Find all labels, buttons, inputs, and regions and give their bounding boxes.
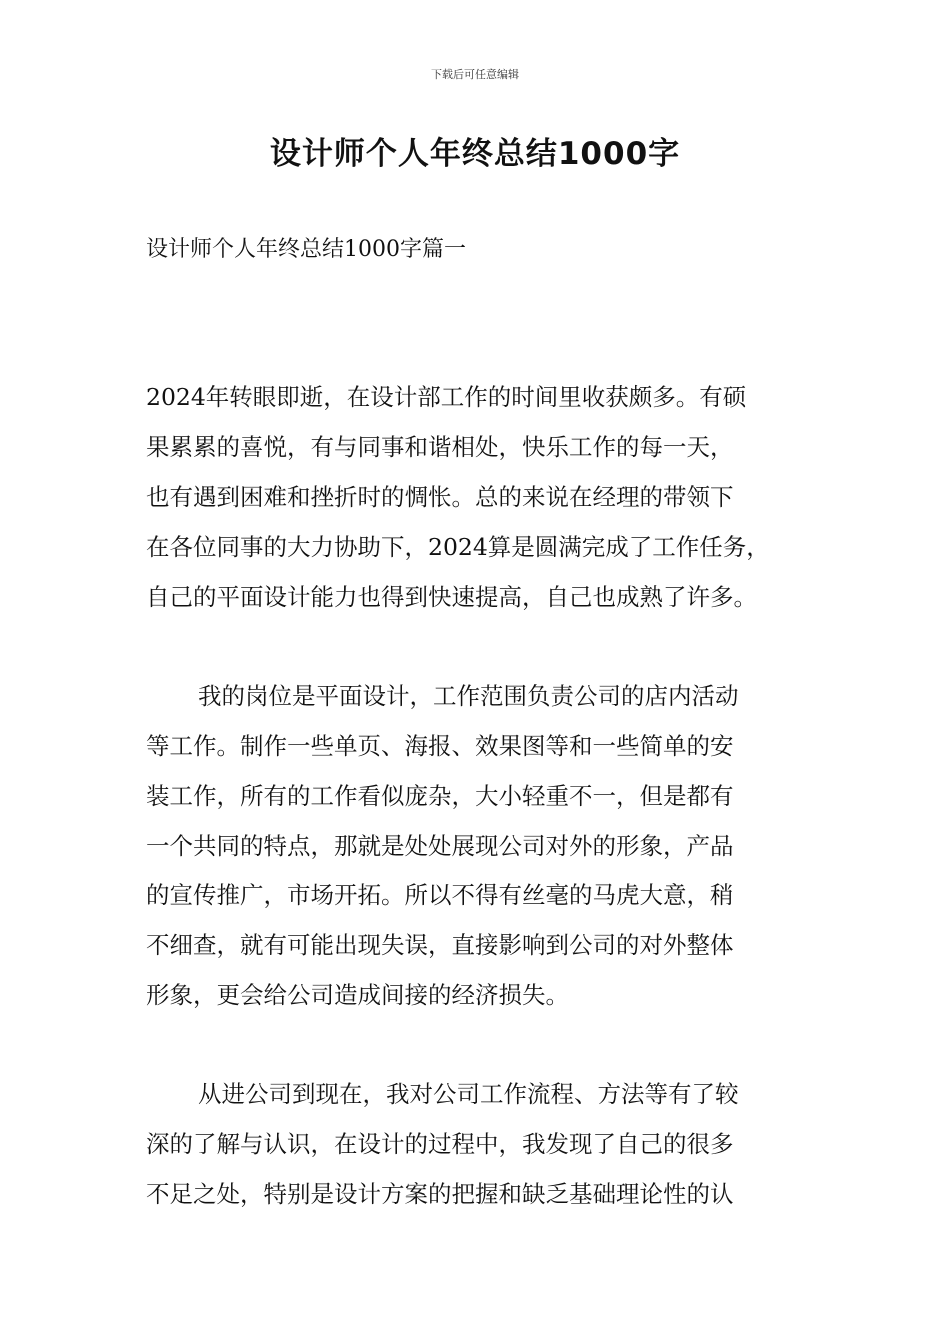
paragraph-1-line-5: 自己的平面设计能力也得到快速提高，自己也成熟了许多。 [146,583,757,611]
paragraph-1-line-3: 也有遇到困难和挫折时的惆怅。总的来说在经理的带领下 [146,483,734,511]
paragraph-1-line-1: 2024年转眼即逝，在设计部工作的时间里收获颇多。有硕 [146,383,747,411]
paragraph-3-line-1: 从进公司到现在，我对公司工作流程、方法等有了较 [198,1080,739,1108]
paragraph-2-line-6: 不细查，就有可能出现失误，直接影响到公司的对外整体 [146,931,734,959]
paragraph-3-line-2: 深的了解与认识，在设计的过程中，我发现了自己的很多 [146,1130,734,1158]
paragraph-2-line-5: 的宣传推广，市场开拓。所以不得有丝毫的马虎大意，稍 [146,881,734,909]
section-heading: 设计师个人年终总结1000字篇一 [146,237,466,262]
header-note: 下载后可任意编辑 [431,68,519,81]
paragraph-2-line-3: 装工作，所有的工作看似庞杂，大小轻重不一，但是都有 [146,782,734,810]
paragraph-1-line-4: 在各位同事的大力协助下，2024算是圆满完成了工作任务， [146,533,770,561]
paragraph-2-line-4: 一个共同的特点，那就是处处展现公司对外的形象，产品 [146,832,734,860]
paragraph-1-line-2: 果累累的喜悦，有与同事和谐相处，快乐工作的每一天， [146,433,734,461]
paragraph-2-line-7: 形象，更会给公司造成间接的经济损失。 [146,981,569,1009]
paragraph-2-line-2: 等工作。制作一些单页、海报、效果图等和一些简单的安 [146,732,734,760]
paragraph-2-line-1: 我的岗位是平面设计，工作范围负责公司的店内活动 [198,682,739,710]
document-title: 设计师个人年终总结1000字 [269,136,681,172]
paragraph-3-line-3: 不足之处，特别是设计方案的把握和缺乏基础理论性的认 [146,1180,734,1208]
